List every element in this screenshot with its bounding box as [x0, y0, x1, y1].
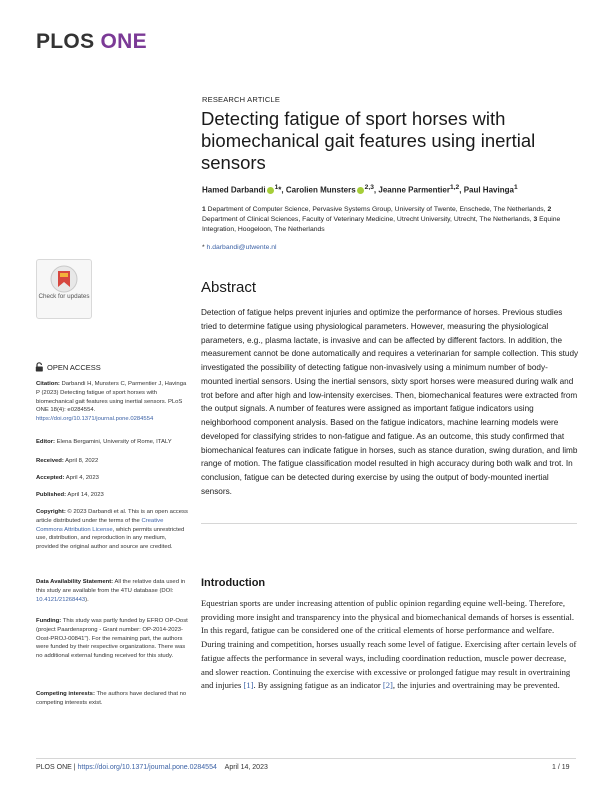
data-doi-link[interactable]: 10.4121/21268443: [36, 596, 86, 603]
footer-date: April 14, 2023: [224, 764, 268, 771]
abstract-heading: Abstract: [201, 279, 257, 296]
author-affiliation-sup: 1: [513, 184, 518, 191]
article-type: RESEARCH ARTICLE: [202, 95, 281, 104]
affiliations: [202, 205, 582, 235]
received-date: Received: April 8, 2022: [36, 458, 99, 464]
footer-journal: PLOS ONE: [36, 764, 72, 771]
author-affiliation-sup: 1: [274, 184, 279, 191]
section-divider: [201, 523, 577, 524]
affiliation-number: 3: [533, 216, 538, 223]
email-link[interactable]: h.darbandi@utwente.nl: [206, 244, 277, 251]
competing-interests-block: Competing interests: The authors have declared that no competing interests exist.: [36, 691, 187, 706]
editor-block: Editor: Elena Bergamini, University of Rome, ITALY: [36, 439, 172, 445]
author-name[interactable]: Hamed Darbandi: [202, 185, 266, 195]
author-name[interactable]: Carolien Munsters: [285, 185, 356, 195]
funding-block: Funding: This study was partly funded by EFRO OP-Oost (project Paardensprong - Grant number: OP-2014-2023-Oost-PROJ-00841"). For the remaining part, the authors were funded by their respective organizations. There was no additional external funding received for this study.: [36, 618, 188, 660]
introduction-heading: Introduction: [201, 577, 266, 589]
open-lock-icon: [35, 362, 44, 372]
footer-separator: |: [73, 764, 76, 771]
journal-logo: PLOS ONE: [36, 30, 147, 53]
author-name[interactable]: Jeanne Parmentier: [378, 185, 450, 195]
citation-doi-link[interactable]: https://doi.org/10.1371/journal.pone.0284554: [36, 416, 154, 423]
open-access-badge: [35, 362, 101, 372]
corresponding-marker: *: [278, 185, 282, 195]
accepted-date: Accepted: April 4, 2023: [36, 475, 99, 481]
introduction-text: Equestrian sports are under increasing attention of public opinion regarding equine well-being. Therefore, providing more insight and transparency into the physical and biomechanical demands of horses is essential. In this regard, fatigue can be considered one of the critical elements of horse performance and welfare. During training and competition, horses usually reach some level of fatigue. Exercising after certain levels of fatigue affects the performance in several ways, including coordination reduction, muscle power decrease, and slower reaction. Continuing the exercise with excessive or prolonged fatigue may result in overtraining and injuries [1]. By assigning fatigue as an indicator [2], the injuries and overtraining may be prevented.: [201, 598, 577, 691]
citation-block: Citation: Darbandi H, Munsters C, Parmentier J, Havinga P (2023) Detecting fatigue of sport horses with biomechanical gait features using inertial sensors. PLoS ONE 18(4): e0284554. https://doi.org/10.1371/journal.pone.0284554: [36, 381, 187, 423]
affiliation-text: Equine Integration, Hoogeloon, The Netherlands: [202, 216, 561, 233]
data-availability-block: Data Availability Statement: All the relative data used in this study are available from the 4TU database (DOI: 10.4121/21268443).: [36, 579, 186, 603]
license-link[interactable]: Creative Commons Attribution License: [36, 517, 164, 533]
footer-divider: [36, 758, 576, 759]
orcid-icon[interactable]: [267, 187, 274, 194]
abstract-text: Detection of fatigue helps prevent injuries and optimize the performance of horses. Previous studies tried to determine fatigue using physiological parameters. However, measuring the physiological parameters, e.g., plasma lactate, is invasive and can be affected by different factors. In addition, the measurement cannot be done automatically and requires a veterinarian for sample collection. This study investigated the possibility of detecting fatigue non-invasively using a minimum number of body-mounted inertial sensors. Using the inertial sensors, sixty sport horses were measured during walk and trot before and after high and low-intensity exercises. Then, biomechanical features were extracted from the output signals. A number of features were assigned as important fatigue indicators using neighborhood component analysis. Based on the fatigue indicators, machine learning models were developed for classifying strides to non-fatigue and fatigue. As an outcome, this study confirmed that biomechanical features can indicate fatigue in horses, such as stance duration, swing duration, and limb range of motion. The fatigue classification model resulted in high accuracy during both walk and trot. In conclusion, fatigue can be detected during exercise by using the output of body-mounted inertial sensors.: [201, 308, 579, 496]
affiliation-text: Department of Computer Science, Pervasive Systems Group, University of Twente, Enschede, The Netherlands,: [207, 206, 546, 213]
footer-info: [36, 764, 268, 771]
affiliation-text: Department of Clinical Sciences, Faculty of Veterinary Medicine, Utrecht University, Utrecht, The Netherlands,: [202, 216, 532, 223]
corresponding-email: * h.darbandi@utwente.nl: [202, 244, 277, 251]
article-title: Detecting fatigue of sport horses with biomechanical gait features using inertial sensors: [201, 108, 536, 173]
crossmark-icon: [50, 265, 78, 293]
copyright-block: Copyright: © 2023 Darbandi et al. This is an open access article distributed under the terms of the Creative Commons Attribution License, which permits unrestricted use, distribution, and reproduction in any medium, provided the original author and source are credited.: [36, 509, 188, 551]
affiliation-number: 1: [202, 206, 206, 213]
author-affiliation-sup: 2,3: [364, 184, 374, 191]
check-for-updates-label: Check for updates: [38, 293, 90, 300]
author-list: Hamed Darbandi $^1$*, Carolien Munsters $^{2,3}$, Jeanne Parmentier$^{1,2}$, Paul Havinga$^1$: [202, 184, 518, 195]
reference-link[interactable]: [2]: [382, 680, 393, 691]
orcid-icon[interactable]: [357, 187, 364, 194]
author-name[interactable]: Paul Havinga: [463, 185, 514, 195]
page-number: 1 / 19: [552, 764, 570, 771]
check-for-updates-button[interactable]: [36, 259, 92, 319]
affiliation-number: 2: [547, 206, 552, 213]
author-affiliation-sup: 1,2: [449, 184, 460, 191]
published-date: Published: April 14, 2023: [36, 492, 104, 498]
footer-doi-link[interactable]: https://doi.org/10.1371/journal.pone.0284554: [77, 764, 217, 771]
reference-link[interactable]: [1]: [243, 680, 254, 691]
open-access-label: OPEN ACCESS: [47, 362, 101, 372]
